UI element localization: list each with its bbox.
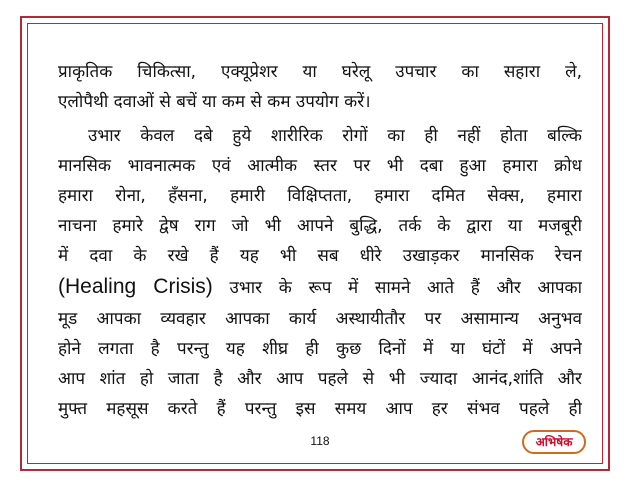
text-line-with-term xyxy=(58,272,582,302)
text-line: एलोपैथी दवाओं से बचें या कम से कम उपयोग करें। xyxy=(58,92,371,112)
text-line: नाचना हमारे द्वेष राग जो भी आपने बुद्धि, तर्क के द्वारा या मजबूरी xyxy=(58,216,582,236)
text-line-rest: उभार के रूप में सामने आते हैं और आपका xyxy=(229,278,582,298)
text-line: मूड आपका व्यवहार आपका कार्य अस्थायीतौर पर असामान्य अनुभव xyxy=(58,309,582,329)
english-term: (Healing Crisis) xyxy=(58,275,213,298)
text-line: मुफ्त महसूस करते हैं परन्तु इस समय आप हर संभव पहले ही xyxy=(58,399,582,419)
text-line: मानसिक भावनात्मक एवं आत्मीक स्तर पर भी दबा हुआ हमारा क्रोध xyxy=(58,156,582,176)
text-line: प्राकृतिक चिकित्सा, एक्यूप्रेशर या घरेलू उपचार का सहारा ले, xyxy=(58,62,582,82)
text-line: आप शांत हो जाता है और आप पहले से भी ज्यादा आनंद,शांति और xyxy=(58,369,582,389)
text-line: में दवा के रखे हैं यह भी सब धीरे उखाड़कर मानसिक रेचन xyxy=(58,246,582,266)
page-number: 118 xyxy=(310,434,330,448)
author-stamp: अभिषेक xyxy=(522,430,586,454)
text-line: होने लगता है परन्तु यह शीघ्र ही कुछ दिनों में या घंटों में अपने xyxy=(58,339,582,359)
text-line: हमारा रोना, हँसना, हमारी विक्षिप्तता, हमारा दमित सेक्स, हमारा xyxy=(58,186,582,206)
text-line: उभार केवल दबे हुये शारीरिक रोगों का ही नहीं होता बल्कि xyxy=(88,126,582,146)
